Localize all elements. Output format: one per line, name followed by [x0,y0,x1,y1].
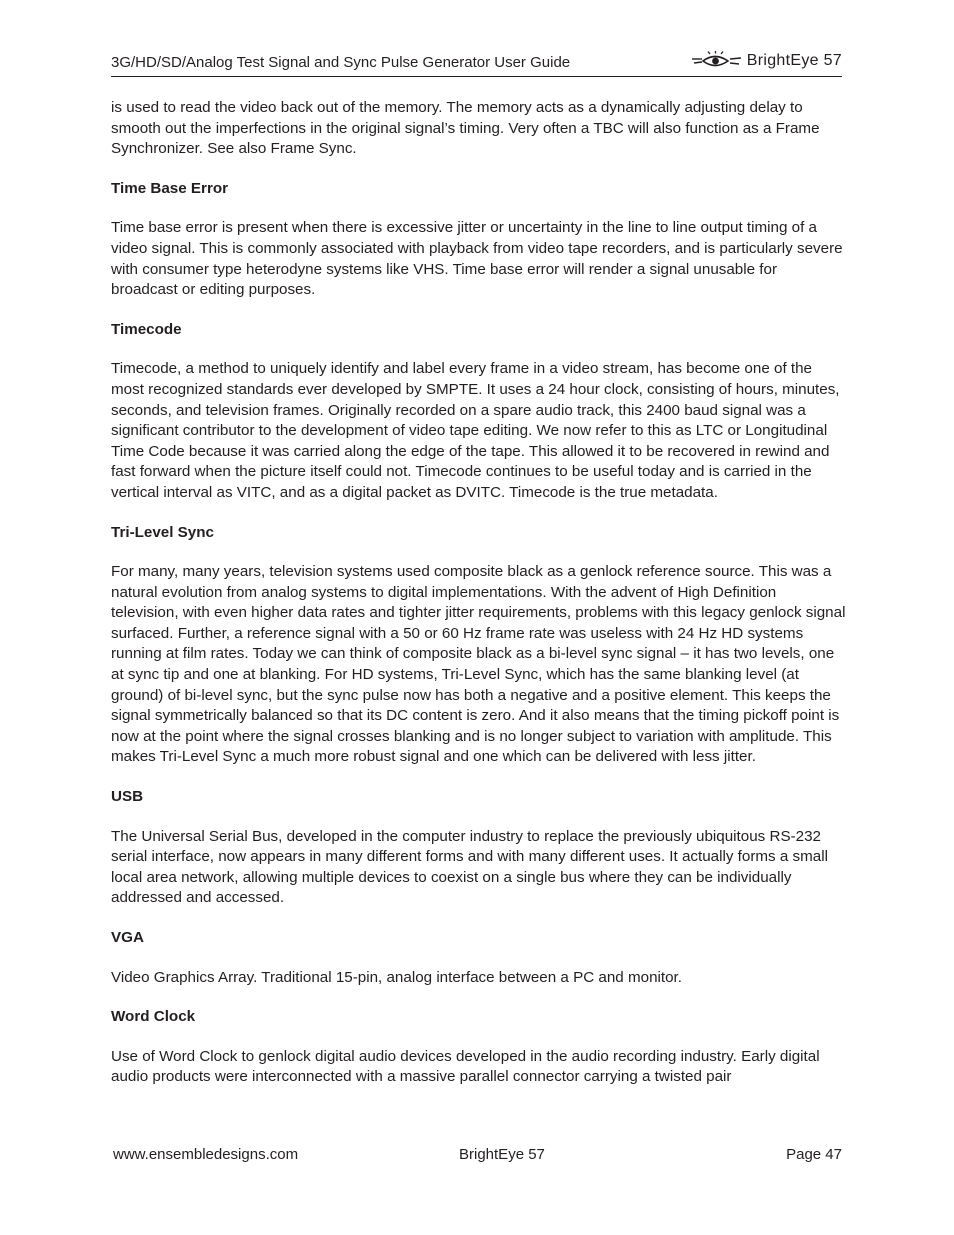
logo-text: BrightEye 57 [746,52,842,69]
section-body: The Universal Serial Bus, developed in the computer industry to replace the previously ubiquitous RS-232 serial interface, now appears in many different forms and with many different uses. It actually forms a small local area network, allowing multiple devices to coexist on a single bus where they can be individually addressed and accessed. [111,827,828,907]
section-heading: Timecode [111,320,182,338]
section-heading: Time Base Error [111,179,229,197]
section-body: Time base error is present when there is excessive jitter or uncertainty in the line to line output timing of a video signal. This is commonly associated with playback from video tape recorders, and is particularly severe with consumer type heterodyne systems like VHS. Time base error will render a signal unusable for broadcast or editing purposes. [111,219,843,299]
section-body: For many, many years, television systems used composite black as a genlock reference source. This was a natural evolution from analog systems to digital implementations. With the advent of High Definition television, with even higher data rates and tighter jitter requirements, problems with this legacy genlock signal surfaced. Further, a reference signal with a 50 or 60 Hz frame rate was useless with 24 Hz HD systems running at film rates. Today we can think of composite black as a bi-level sync signal – it has two levels, one at sync tip and one at blanking. For HD systems, Tri-Level Sync, which has the same blanking level (at ground) of bi-level sync, but the sync pulse now has both a negative and a positive element. This keeps the signal symmetrically balanced so that its DC content is zero. And it also means that the timing pickoff point is now at the point where the signal crosses blanking and is no longer subject to variation with amplitude. This makes Tri-Level Sync a much more robust signal and one which can be delivered with less jitter. [111,563,846,766]
page-footer [111,1145,842,1167]
section-heading: Word Clock [111,1008,196,1026]
section-heading: Tri-Level Sync [111,523,214,541]
brand-logo [691,50,842,72]
page-content [111,98,846,1088]
intro-paragraph: is used to read the video back out of the memory. The memory acts as a dynamically adjusting delay to smooth out the imperfections in the original signal’s timing. Very often a TBC will also function as a Frame Synchronizer. See also Frame Sync. [111,99,820,158]
document-title: 3G/HD/SD/Analog Test Signal and Sync Pulse Generator User Guide [111,54,571,71]
section-body: Use of Word Clock to genlock digital audio devices developed in the audio recording industry. Early digital audio products were interconnected with a massive parallel connector carrying a twisted pair [111,1047,820,1086]
footer-product-name: BrightEye 57 [459,1146,545,1163]
section-heading: USB [111,788,144,806]
section-body: Timecode, a method to uniquely identify and label every frame in a video stream, has become one of the most recognized standards ever developed by SMPTE. It uses a 24 hour clock, consisting of hours, minutes, seconds, and television frames. Originally recorded on a spare audio track, this 2400 baud signal was a significant contributor to the development of video tape editing. We now refer to this as LTC or Longitudinal Time Code because it was carried along the edge of the tape. This allowed it to be recovered in rewind and fast forward when the picture itself could not. Timecode continues to be useful today and is carried in the vertical interval as VITC, and as a digital packet as DVITC. Timecode is the true metadata. [111,360,840,501]
section-heading: VGA [111,929,144,946]
section-body: Video Graphics Array. Traditional 15-pin, analog interface between a PC and monitor. [111,968,682,986]
eye-logo-icon [691,51,743,71]
website-link[interactable]: www.ensembledesigns.com [113,1146,299,1163]
page-number: Page 47 [786,1146,842,1163]
page-header [111,50,842,77]
